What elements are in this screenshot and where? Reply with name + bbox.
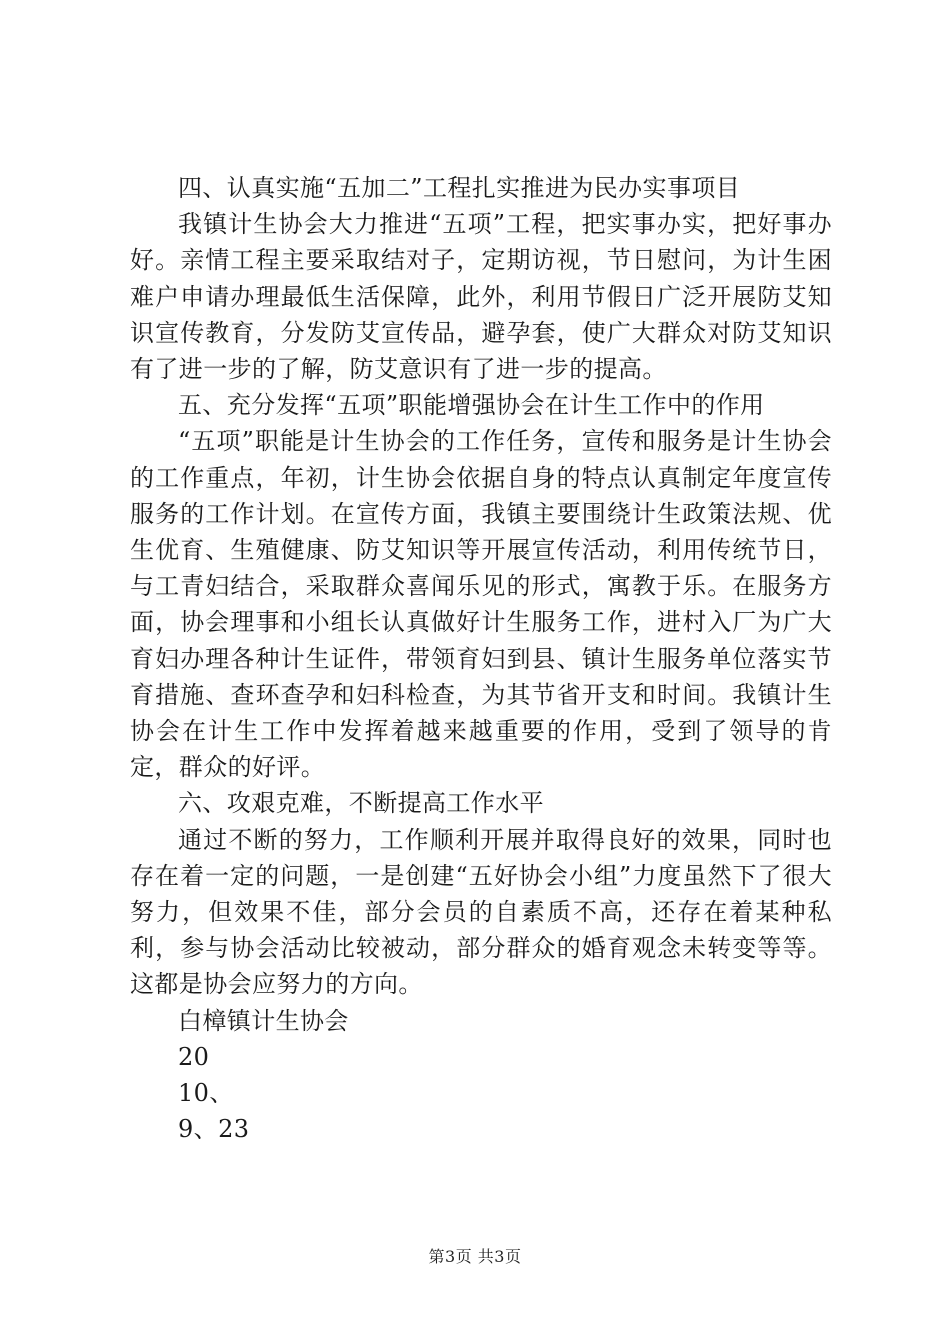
- signature: 白樟镇计生协会: [178, 1006, 349, 1035]
- section-heading-4: 四、认真实施“五加二”工程扎实推进为民办实事项目: [178, 174, 741, 202]
- section-paragraph-6: 通过不断的努力，工作顺利开展并取得良好的效果，同时也存在着一定的问题，一是创建“五好协会小组”力度虽然下了很大努力，但效果不佳，部分会员的自素质不高，还存在着某种私利，参与协会活动比较被动，部分群众的婚育观念未转变等等。这都是协会应努力的方向。: [130, 825, 832, 999]
- date-line-1: 20: [178, 1042, 210, 1071]
- date-line-2: 10、: [178, 1079, 234, 1108]
- date-line-3: 9、23: [178, 1115, 250, 1144]
- section-heading-5: 五、充分发挥“五项”职能增强协会在计生工作中的作用: [178, 391, 765, 420]
- document-body: [130, 170, 832, 1147]
- section-heading-6: 六、攻艰克难，不断提高工作水平: [178, 789, 544, 818]
- section-paragraph-5: “五项”职能是计生协会的工作任务，宣传和服务是计生协会的工作重点，年初，计生协会依据自身的特点认真制定年度宣传服务的工作计划。在宣传方面，我镇主要围绕计生政策法规、优生优育、生殖健康、防艾知识等开展宣传活动，利用传统节日，与工青妇结合，采取群众喜闻乐见的形式，寓教于乐。在服务方面，协会理事和小组长认真做好计生服务工作，进村入厂为广大育妇办理各种计生证件，带领育妇到县、镇计生服务单位落实节育措施、查环查孕和妇科检查，为其节省开支和时间。我镇计生协会在计生工作中发挥着越来越重要的作用，受到了领导的肯定，群众的好评。: [130, 427, 832, 782]
- section-paragraph-4: 我镇计生协会大力推进“五项”工程，把实事办实，把好事办好。亲情工程主要采取结对子，定期访视，节日慰问，为计生困难户申请办理最低生活保障，此外，利用节假日广泛开展防艾知识宣传教育，分发防艾宣传品，避孕套，使广大群众对防艾知识有了进一步的了解，防艾意识有了进一步的提高。: [130, 210, 832, 384]
- page-footer: 第3页 共3页: [428, 1247, 522, 1266]
